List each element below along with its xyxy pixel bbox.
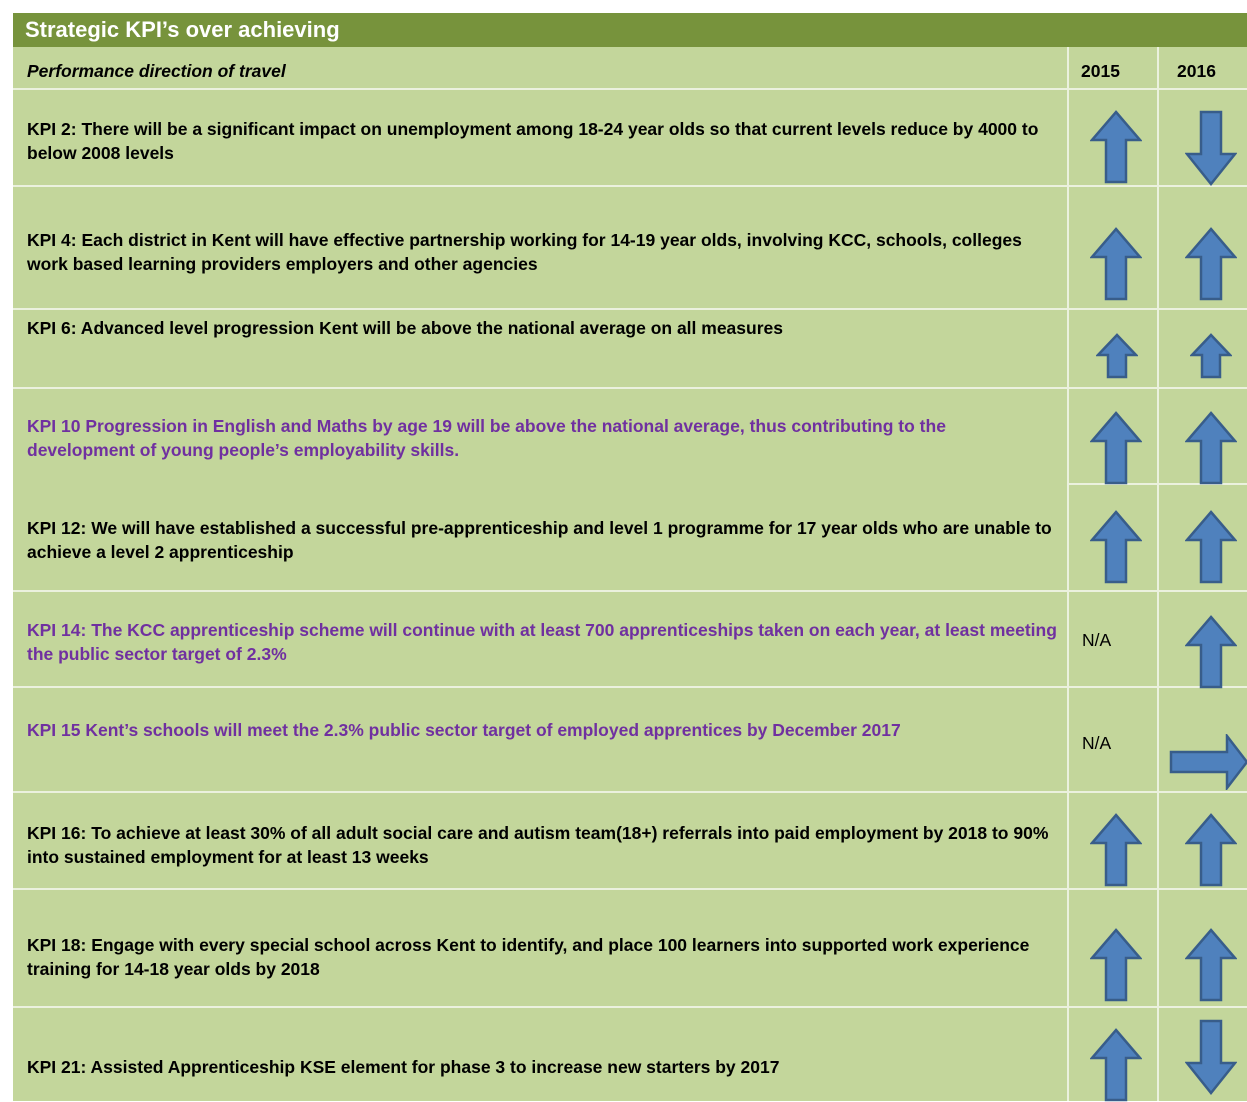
kpi-row-text: KPI 18: Engage with every special school across Kent to identify, and place 100 learners into supported work experience training for 14-18 year olds by 2018	[27, 935, 1030, 979]
grid-line	[13, 791, 1247, 793]
kpi-row-text: KPI 10 Progression in English and Maths by age 19 will be above the national average, thus contributing to the development of young people’s employability skills.	[27, 416, 946, 460]
kpi-row-text: KPI 6: Advanced level progression Kent will be above the national average on all measures	[27, 318, 783, 338]
arrow-up-icon	[1090, 227, 1142, 301]
na-value: N/A	[1082, 630, 1112, 650]
kpi-row-text: KPI 2: There will be a significant impact on unemployment among 18-24 year olds so that current levels reduce by 4000 to below 2008 levels	[27, 119, 1039, 163]
grid-line	[13, 888, 1247, 890]
kpi-table	[13, 13, 1247, 1101]
grid-line	[1157, 47, 1159, 1101]
kpi-row-text: KPI 15 Kent’s schools will meet the 2.3% public sector target of employed apprentices by December 2017	[27, 720, 901, 740]
kpi-row-text: KPI 12: We will have established a successful pre-apprenticeship and level 1 programme for 17 year olds who are unable to achieve a level 2 apprenticeship	[27, 518, 1052, 562]
year-header-2015: 2015	[1081, 61, 1120, 81]
grid-line	[13, 1006, 1247, 1008]
arrow-up-icon	[1185, 411, 1237, 485]
na-value: N/A	[1082, 733, 1112, 753]
arrow-up-icon	[1090, 411, 1142, 485]
grid-line	[13, 88, 1247, 90]
arrow-up-icon	[1185, 227, 1237, 301]
grid-line	[13, 308, 1247, 310]
kpi-row-text: KPI 14: The KCC apprenticeship scheme will continue with at least 700 apprenticeships taken on each year, at least meeting the public sector target of 2.3%	[27, 620, 1057, 664]
arrow-up-icon	[1190, 333, 1232, 379]
grid-line	[13, 185, 1247, 187]
arrow-up-icon	[1090, 928, 1142, 1002]
kpi-row-text: KPI 21: Assisted Apprenticeship KSE element for phase 3 to increase new starters by 2017	[27, 1057, 780, 1077]
arrow-up-icon	[1096, 333, 1138, 379]
table-title: Strategic KPI’s over achieving	[13, 13, 1247, 47]
grid-line	[13, 590, 1247, 592]
year-header-2016: 2016	[1177, 61, 1216, 81]
arrow-down-icon	[1185, 1019, 1237, 1095]
arrow-up-icon	[1185, 510, 1237, 584]
arrow-up-icon	[1090, 110, 1142, 184]
subheader-label: Performance direction of travel	[27, 61, 286, 81]
grid-line	[13, 686, 1247, 688]
arrow-up-icon	[1185, 615, 1237, 689]
grid-line	[13, 387, 1247, 389]
arrow-up-icon	[1090, 510, 1142, 584]
arrow-up-icon	[1090, 1028, 1142, 1102]
arrow-up-icon	[1185, 928, 1237, 1002]
kpi-row-text: KPI 16: To achieve at least 30% of all adult social care and autism team(18+) referrals into paid employment by 2018 to 90% into sustained employment for at least 13 weeks	[27, 823, 1049, 867]
kpi-row-text: KPI 4: Each district in Kent will have effective partnership working for 14-19 year olds, involving KCC, schools, colleges work based learning providers employers and other agencies	[27, 230, 1022, 274]
arrow-up-icon	[1090, 813, 1142, 887]
grid-line	[1067, 47, 1069, 1101]
arrow-down-icon	[1185, 110, 1237, 186]
arrow-right-icon	[1169, 734, 1247, 790]
arrow-up-icon	[1185, 813, 1237, 887]
